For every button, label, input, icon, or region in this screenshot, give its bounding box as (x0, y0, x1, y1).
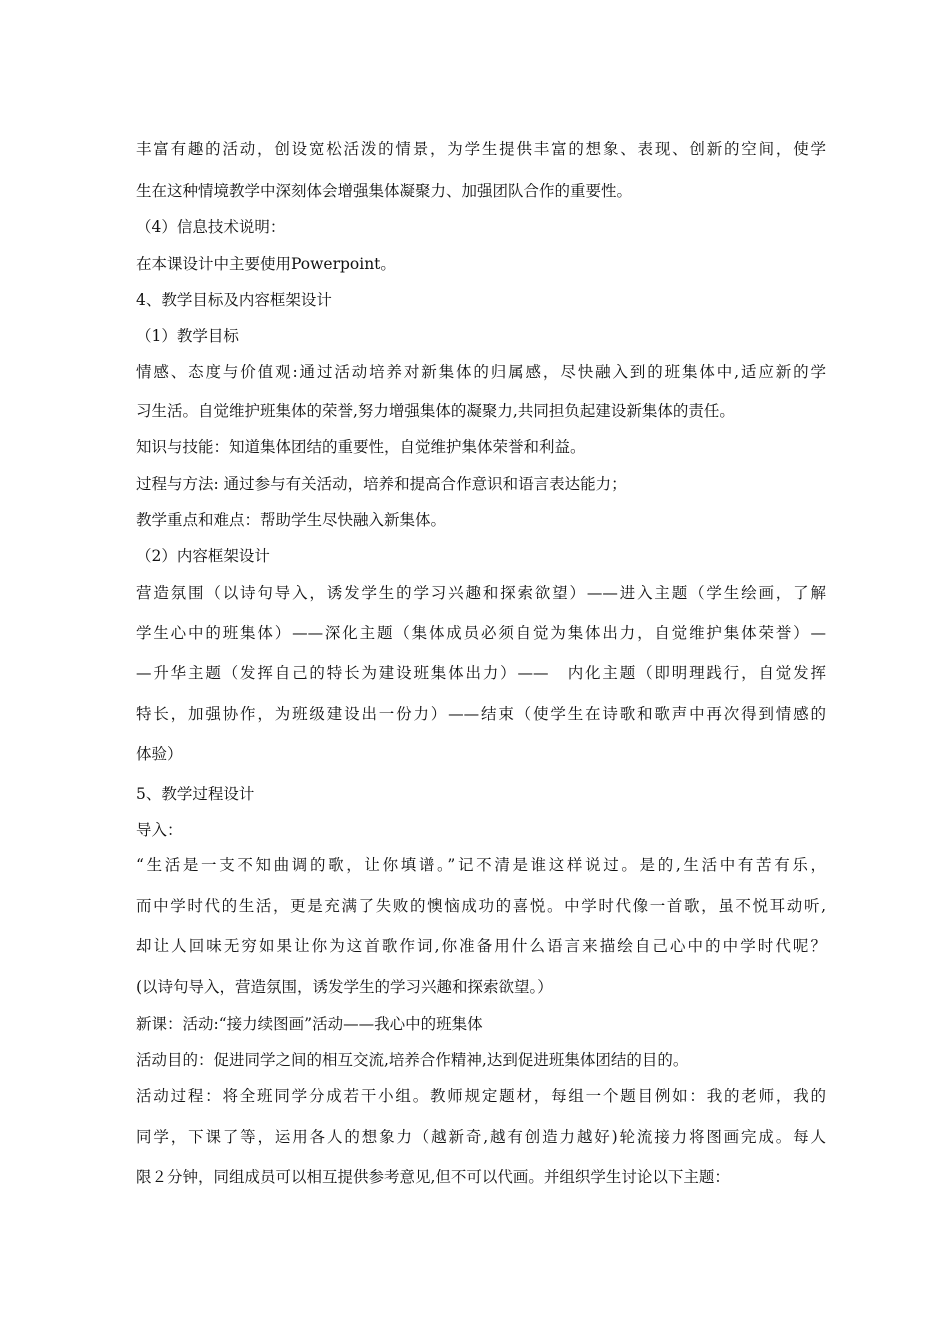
paragraph-line: 而中学时代的生活，更是充满了失败的懊恼成功的喜悦。中学时代像一首歌，虽不悦耳动听, (136, 897, 826, 915)
paragraph-line: (以诗句导入，营造氛围，诱发学生的学习兴趣和探索欲望。） (136, 978, 553, 996)
paragraph-line: 营造氛围（以诗句导入，诱发学生的学习兴趣和探索欲望）——进入主题（学生绘画，了解 (136, 584, 826, 602)
section-heading: 5、教学过程设计 (136, 785, 255, 803)
paragraph-line: 情感、态度与价值观:通过活动培养对新集体的归属感，尽快融入到的班集体中,适应新的学 (136, 363, 826, 381)
section-heading: （2）内容框架设计 (136, 547, 270, 565)
paragraph-line: “生活是一支不知曲调的歌，让你填谱。”记不清是谁这样说过。是的,生活中有苦有乐， (136, 856, 826, 874)
section-heading: 4、教学目标及内容框架设计 (136, 291, 332, 309)
paragraph-line: 新课：活动:“接力续图画”活动——我心中的班集体 (136, 1015, 483, 1033)
paragraph-line: 生在这种情境教学中深刻体会增强集体凝聚力、加强团队合作的重要性。 (136, 182, 633, 200)
paragraph-line: 却让人回味无穷如果让你为这首歌作词,你准备用什么语言来描绘自己心中的中学时代呢？ (136, 937, 826, 955)
paragraph-line: 体验） (136, 745, 183, 763)
paragraph-line: 丰富有趣的活动，创设宽松活泼的情景，为学生提供丰富的想象、表现、创新的空间，使学 (136, 140, 826, 158)
paragraph-line: 过程与方法: 通过参与有关活动，培养和提高合作意识和语言表达能力； (136, 475, 627, 493)
section-heading: 导入： (136, 821, 183, 839)
paragraph-line: 同学，下课了等，运用各人的想象力（越新奇,越有创造力越好)轮流接力将图画完成。每人 (136, 1128, 826, 1146)
paragraph-line: —升华主题（发挥自己的特长为建设班集体出力）—— 内化主题（即明理践行，自觉发挥 (136, 664, 826, 682)
paragraph-line: 特长，加强协作，为班级建设出一份力）——结束（使学生在诗歌和歌声中再次得到情感的 (136, 705, 826, 723)
section-heading: （4）信息技术说明： (136, 218, 286, 236)
paragraph-line: 学生心中的班集体）——深化主题（集体成员必须自觉为集体出力，自觉维护集体荣誉）— (136, 624, 826, 642)
section-heading: （1）教学目标 (136, 327, 239, 345)
paragraph-line: 活动目的：促进同学之间的相互交流,培养合作精神,达到促进班集体团结的目的。 (136, 1051, 689, 1069)
paragraph-line: 知识与技能：知道集体团结的重要性，自觉维护集体荣誉和利益。 (136, 438, 586, 456)
paragraph-line: 习生活。自觉维护班集体的荣誉,努力增强集体的凝聚力,共同担负起建设新集体的责任。 (136, 402, 735, 420)
paragraph-line: 教学重点和难点：帮助学生尽快融入新集体。 (136, 511, 447, 529)
paragraph-line: 活动过程：将全班同学分成若干小组。教师规定题材，每组一个题目例如：我的老师，我的 (136, 1087, 826, 1105)
paragraph-line: 限２分钟，同组成员可以相互提供参考意见,但不可以代画。并组织学生讨论以下主题： (136, 1168, 730, 1186)
paragraph-line: 在本课设计中主要使用Powerpoint。 (136, 255, 396, 273)
